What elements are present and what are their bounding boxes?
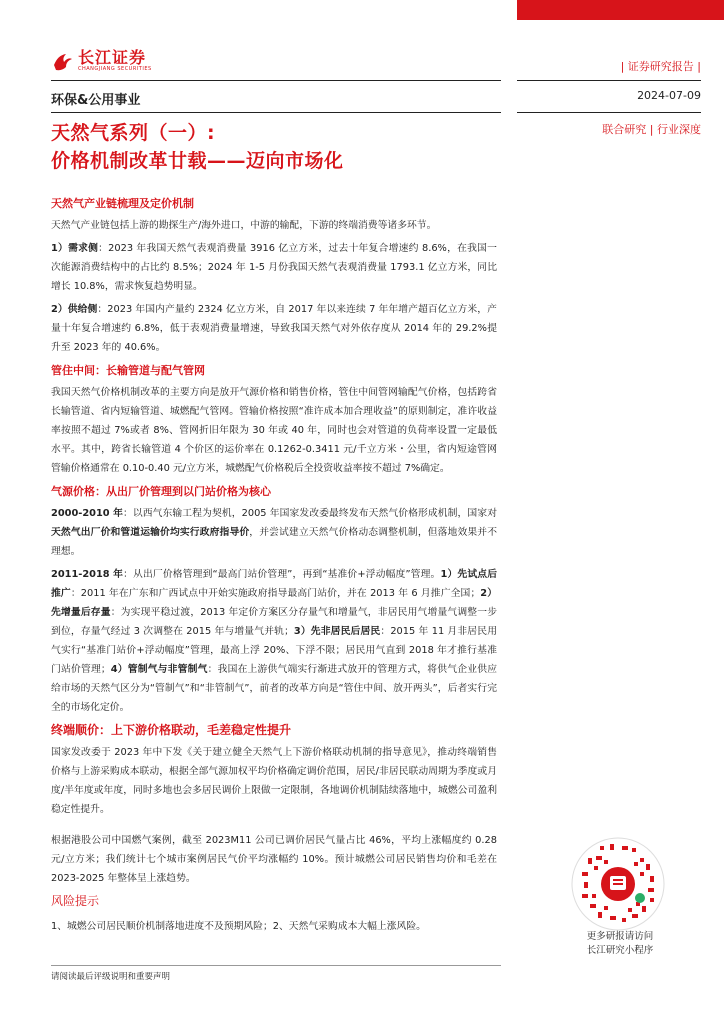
- paragraph: 国家发改委于 2023 年中下发《关于建立健全天然气上下游价格联动机制的指导意见》，推动终端销售价格与上游采购成本联动，根据全部气源加权平均价格确定调价范围，居民/非居民联动周期为季度或月度/半年度或年度，同时多地也会多居民调价上限做一定限制，各地调价机制陆续落地中，城燃公司盈利稳定性提升。: [51, 747, 497, 815]
- paragraph: [51, 565, 497, 717]
- paragraph: [51, 504, 497, 561]
- paragraph-text: ，并尝试建立天然气价格动态调整机制，但落地效果并不理想。: [51, 527, 498, 557]
- paragraph: [51, 239, 497, 296]
- report-body: [51, 192, 497, 940]
- section-heading: 气源价格：从出厂价管理到以门站价格为核心: [51, 485, 271, 498]
- bold-label: 2000-2010 年: [51, 508, 123, 519]
- paragraph-text: ：2011 年在广东和广西试点中开始实施政府指导最高门站价，并在 2013 年 6 月推广全国；: [70, 588, 481, 599]
- bold-label: 2011-2018 年: [51, 569, 124, 580]
- section-heading: 终端顺价：上下游价格联动，毛差稳定性提升: [51, 723, 292, 737]
- brand-name-en: CHANGJIANG SECURITIES: [78, 66, 152, 72]
- report-title-line1: 天然气系列（一）:: [51, 122, 216, 144]
- footer-rule: [51, 965, 501, 966]
- paragraph-text: ：以西气东输工程为契机，2005 年国家发改委最终发布天然气价格形成机制，国家对: [122, 508, 497, 519]
- report-type: 联合研究 | 行业深度: [602, 123, 701, 136]
- paragraph: 我国天然气价格机制改革的主要方向是放开气源价格和销售价格，管住中间管网输配气价格，包括跨省长输管道、省内短输管道、城燃配气管网。管输价格按照“准许成本加合理收益”的原则制定，准许收益率按照不超过 7%或者 8%、管网折旧年限为 30 年或 40 年，同时也会对管道的负荷率设置一定最低水平。其中，跨省长输管道 4 个价区的运价率在 0.1262-0.3411 元/千立方米・公里，省内短途管网管输价格通常在 0.10-0.40 元/立方米，城燃配气价格税后全投资收益率按不超过 7%确定。: [51, 387, 497, 474]
- section-heading: 天然气产业链梳理及定价机制: [51, 197, 194, 210]
- report-title-line2: 价格机制改革廿载——迈向市场化: [51, 150, 344, 172]
- brand-logo: [52, 50, 152, 73]
- paragraph: [51, 300, 497, 357]
- report-tag: | 证券研究报告 |: [620, 60, 701, 73]
- bold-phrase: 天然气出厂价和管道运输价均实行政府指导价: [51, 527, 250, 538]
- bold-label: 1）需求侧: [51, 243, 99, 254]
- brand-mark-icon: [52, 51, 74, 73]
- date-rule: [517, 112, 701, 113]
- footer-disclaimer: 请阅读最后评级说明和重要声明: [51, 972, 171, 982]
- bold-label: 2）供给侧: [51, 304, 98, 315]
- bold-label: 1）先试点后推广: [51, 569, 497, 599]
- paragraph-text: ：为实现平稳过渡，2013 年定价方案区分存量气和增量气，非居民用气增量气调整一步到位，存量气经过 3 次调整在 2015 年与增量气并轨；: [51, 607, 498, 637]
- report-date: 2024-07-09: [637, 89, 701, 102]
- header-rule-right: [517, 80, 701, 81]
- bold-label: 3）先非居民后居民: [293, 626, 381, 637]
- header-rule-left: [51, 80, 501, 81]
- risk-heading: 风险提示: [51, 894, 100, 908]
- qr-caption: [555, 930, 685, 958]
- section-heading: 管住中间：长输管道与配气管网: [51, 364, 205, 377]
- header-accent-bar: [517, 0, 724, 20]
- bold-label: 2）先增量后存量: [51, 588, 498, 618]
- paragraph-text: ：2023 年我国天然气表观消费量 3916 亿立方米，过去十年复合增速约 8.6%，在我国一次能源消费结构中的占比约 8.5%；2024 年 1-5 月份我国天然气表观消费量 1793.1 亿立方米，同比增长 10.8%，需求恢复趋势明显。: [51, 243, 497, 292]
- paragraph-text: ：2015 年 11 月非居民用气实行“基准门站价+浮动幅度”管理，最高上浮 20%、下浮不限；居民用气直到 2018 年才推行基准门站价管理；: [51, 626, 497, 675]
- sector-rule: [51, 112, 501, 113]
- mini-program-qr-icon[interactable]: [570, 836, 666, 932]
- paragraph: 根据港股公司中国燃气案例，截至 2023M11 公司已调价居民气量占比 46%，平均上涨幅度约 0.28 元/立方米；我们统计七个城市案例居民气价平均涨幅约 10%。预计城燃公司居民销售均价和毛差在 2023-2025 年整体呈上涨趋势。: [51, 835, 497, 884]
- sector-label: 环保&公用事业: [51, 93, 141, 108]
- risk-text: 1、城燃公司居民顺价机制落地进度不及预期风险；2、天然气采购成本大幅上涨风险。: [51, 921, 426, 932]
- paragraph: 天然气产业链包括上游的勘探生产/海外进口，中游的输配，下游的终端消费等诸多环节。: [51, 220, 437, 231]
- paragraph-text: ：我国在上游供气端实行渐进式放开的管理方式，将供气企业供应给市场的天然气区分为“管制气”和“非管制气”，前者的改革方向是“管住中间、放开两头”，后者实行完全的市场化定价。: [51, 664, 497, 713]
- paragraph-text: ：2023 年国内产量约 2324 亿立方米，自 2017 年以来连续 7 年年增产超百亿立方米，产量十年复合增速约 6.8%，低于表观消费量增速，导致我国天然气对外依存度从 2014 年的 29.2%提升至 2023 年的 40.6%。: [51, 304, 497, 353]
- bold-label: 4）管制气与非管制气: [110, 664, 208, 675]
- brand-name: 长江证券: [78, 48, 147, 67]
- qr-caption-line2: 长江研究小程序: [586, 945, 654, 956]
- paragraph-text: ：从出厂价格管理到“最高门站价管理”，再到“基准价+浮动幅度”管理。: [123, 569, 441, 580]
- qr-caption-line1: 更多研报请访问: [586, 931, 654, 942]
